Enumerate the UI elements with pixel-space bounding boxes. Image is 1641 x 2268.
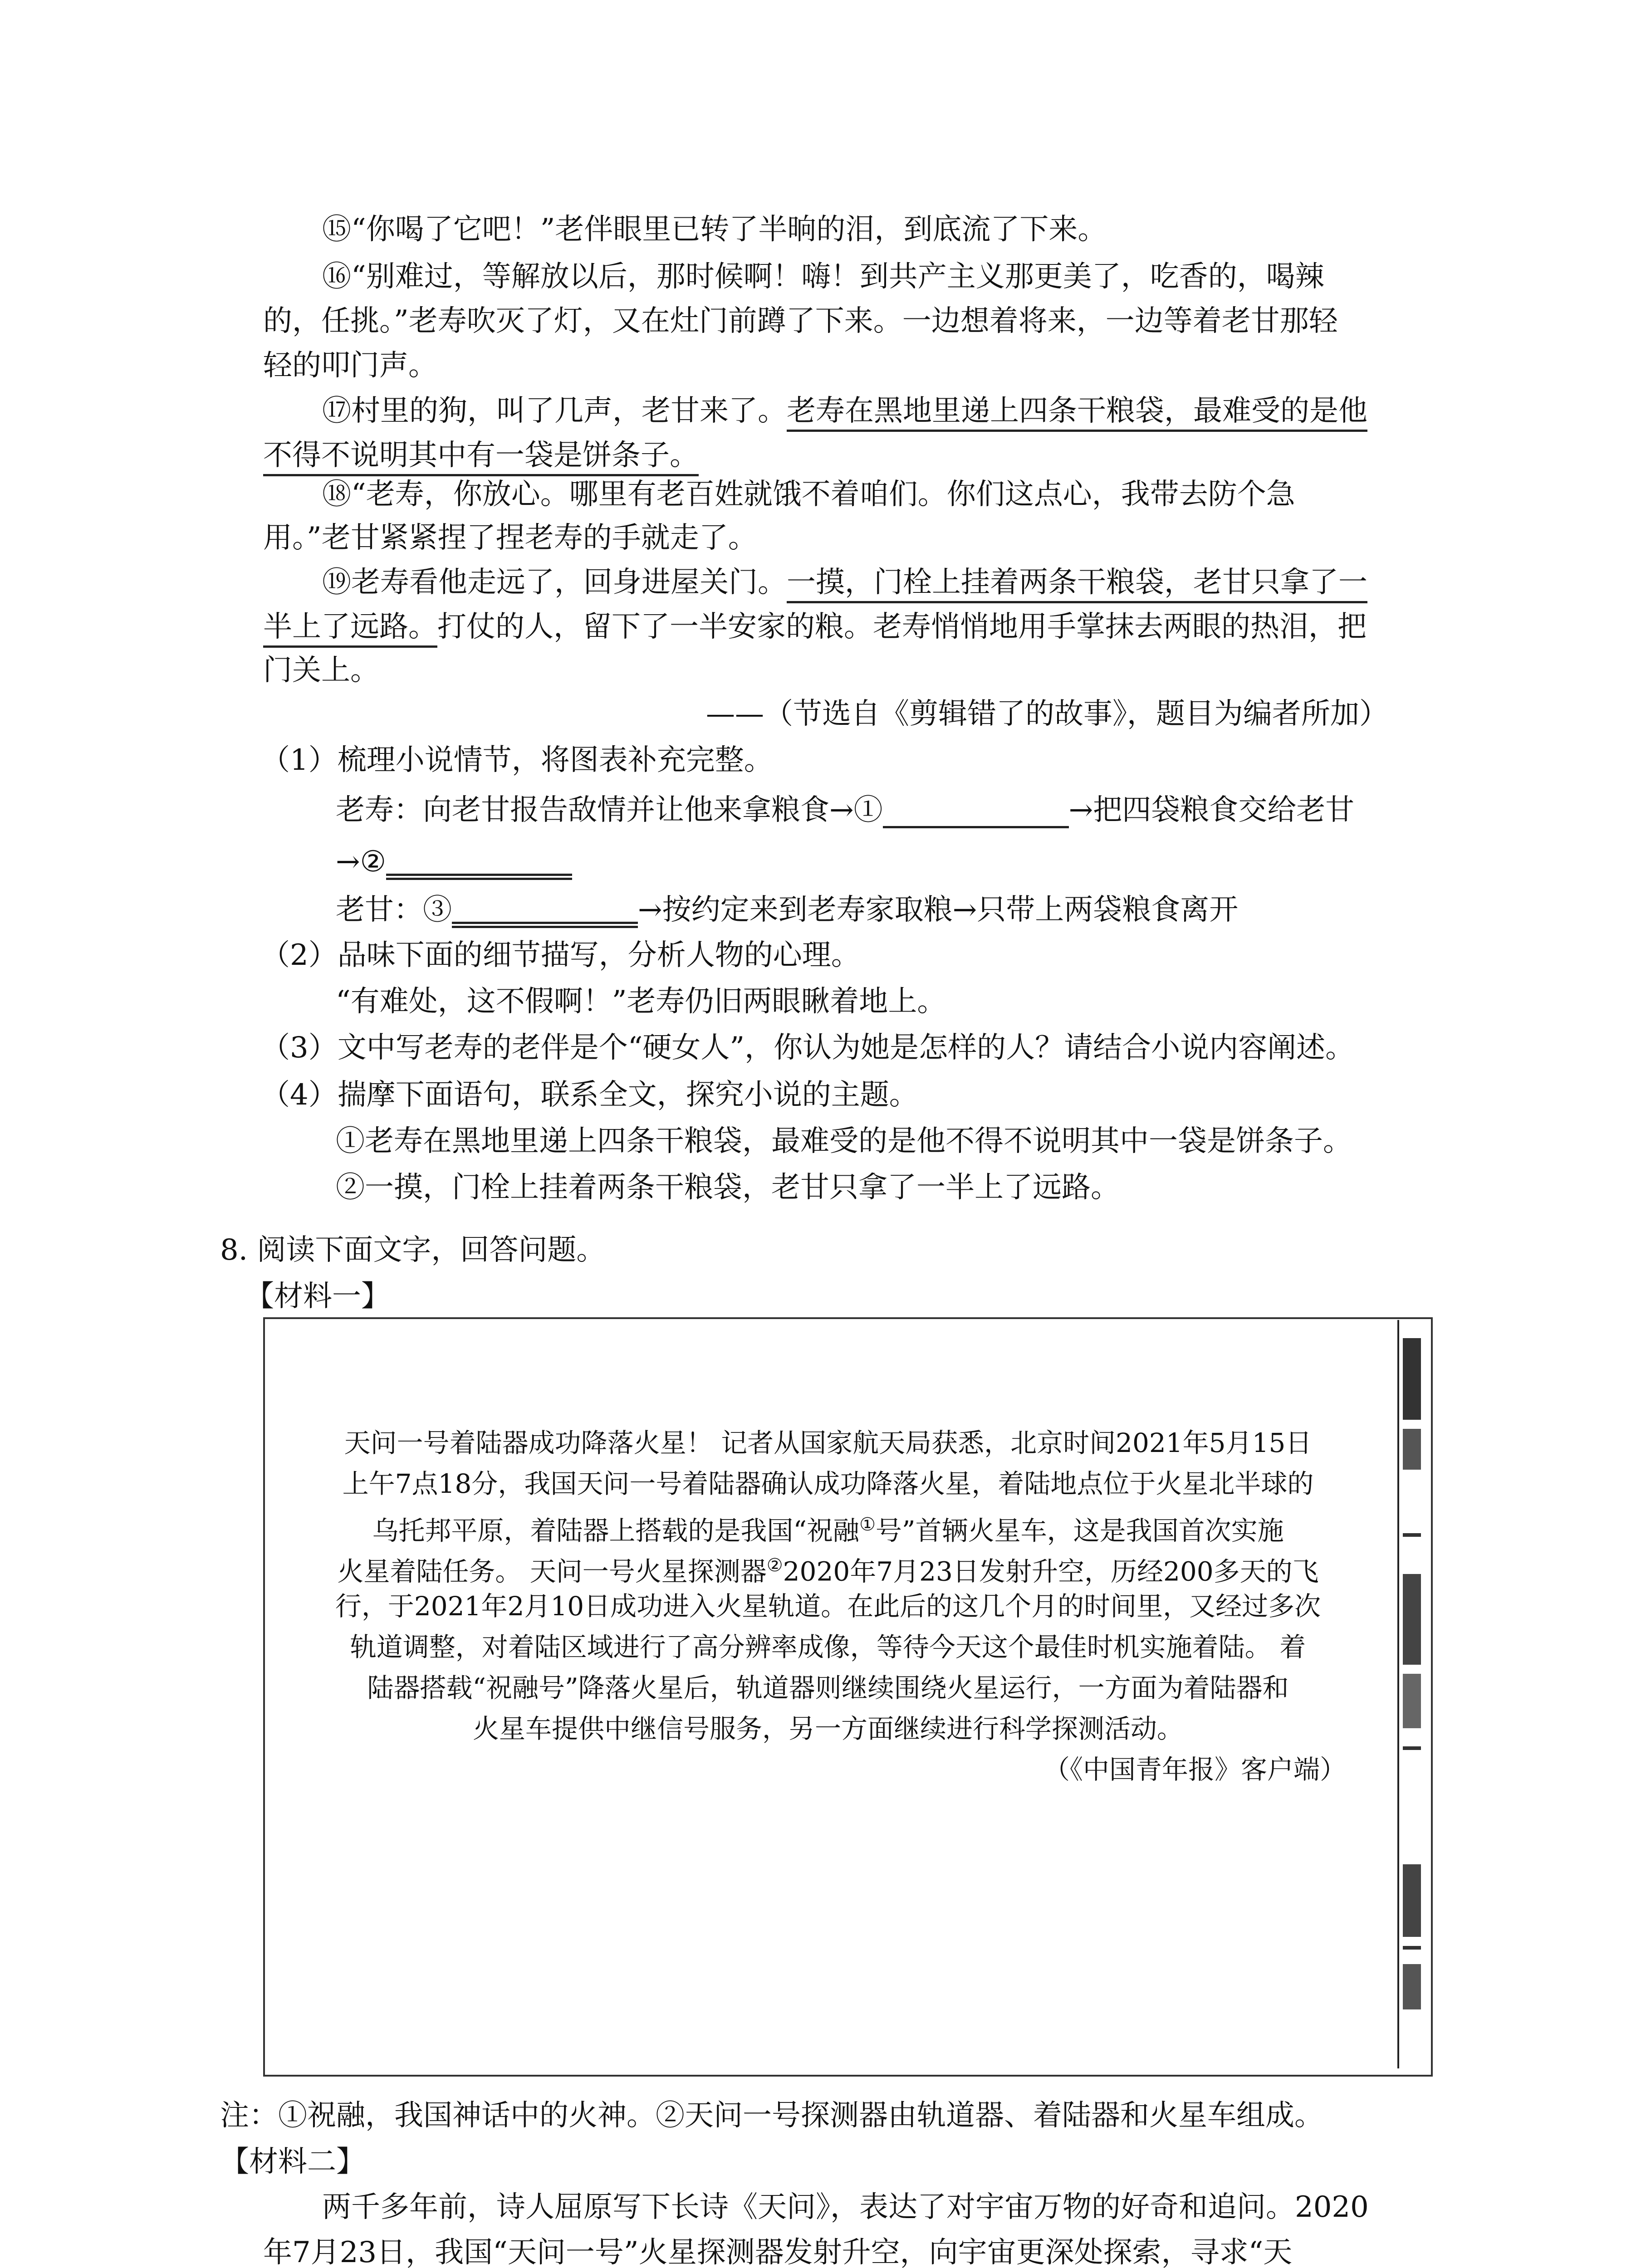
- underlined-sentence-2-part-2: 半上了远路。: [263, 610, 437, 648]
- underlined-sentence-1-part-1: 老寿在黑地里递上四条干粮袋，最难受的是他: [787, 394, 1367, 432]
- strip-rule: [1403, 1533, 1421, 1537]
- strip-block: [1403, 1674, 1421, 1728]
- box-line-7: 陆器搭载“祝融号”降落火星后，轨道器则继续围绕火星运行，一方面为着陆器和: [367, 1672, 1289, 1703]
- question-4: （4）揣摩下面语句，联系全文，探究小说的主题。: [261, 1078, 918, 1112]
- question-1-flow-line-3: [336, 890, 1238, 928]
- paragraph-16-line-3: 轻的叩门声。: [263, 349, 437, 382]
- paragraph-19-tail: 打仗的人，留下了一半安家的粮。老寿悄悄地用手掌抹去两眼的热泪，把: [437, 610, 1367, 644]
- question-1-flow-line-1: [336, 792, 1354, 828]
- box-line-5: 行，于2021年2月10日成功进入火星轨道。在此后的这几个月的时间里，又经过多次: [335, 1591, 1321, 1622]
- box-line-3: [272, 1505, 1384, 1550]
- box-line-8: 火星车提供中继信号服务，另一方面继续进行科学探测活动。: [472, 1713, 1183, 1744]
- flow-laogan-start: 老甘：③: [336, 893, 452, 927]
- strip-block: [1403, 1574, 1421, 1665]
- paragraph-16-line-1: ⑯“别难过，等解放以后，那时候啊！嗨！到共产主义那更美了，吃香的，喝辣: [322, 260, 1324, 293]
- paragraph-18-line-1: ⑱“老寿，你放心。哪里有老百姓就饿不着咱们。你们这点心，我带去防个急: [322, 478, 1295, 511]
- box-line-4-lead: 火星着陆任务。 天问一号火星探测器: [337, 1556, 767, 1587]
- question-1: （1）梳理小说情节，将图表补充完整。: [261, 743, 773, 777]
- paragraph-19-line-3: 门关上。: [263, 654, 379, 687]
- passage-source: ——（节选自《剪辑错了的故事》，题目为编者所加）: [706, 697, 1388, 731]
- question-8-title: 8. 阅读下面文字，回答问题。: [220, 1233, 606, 1267]
- question-4-sentence-2: ②一摸，门栓上挂着两条干粮袋，老甘只拿了一半上了远路。: [336, 1171, 1120, 1204]
- paragraph-17-line-1: [322, 393, 1367, 429]
- material-2-line-1: 两千多年前，诗人屈原写下长诗《天问》，表达了对宇宙万物的好奇和追问。2020: [322, 2190, 1369, 2224]
- paragraph-18-line-2: 用。”老甘紧紧捏了捏老寿的手就走了。: [263, 521, 757, 555]
- paragraph-17-lead: ⑰村里的狗，叫了几声，老甘来了。: [322, 394, 787, 428]
- strip-block: [1403, 1864, 1421, 1937]
- flow-arrow-2: →②: [336, 845, 386, 879]
- material-1-note: 注：①祝融，我国神话中的火神。②天问一号探测器由轨道器、着陆器和火星车组成。: [220, 2099, 1323, 2132]
- material-2-label: 【材料二】: [220, 2145, 365, 2179]
- strip-block: [1403, 1338, 1421, 1420]
- box-line-6: 轨道调整，对着陆区域进行了高分辨率成像，等待今天这个最佳时机实施着陆。 着: [350, 1632, 1306, 1662]
- flow-laoshou-start: 老寿：向老甘报告敌情并让他来拿粮食→①: [336, 793, 883, 827]
- blank-2[interactable]: [386, 842, 572, 880]
- box-line-2: 上午7点18分，我国天问一号着陆器确认成功降落火星，着陆地点位于火星北半球的: [342, 1468, 1314, 1499]
- blank-1[interactable]: [883, 794, 1069, 828]
- box-source: （《中国青年报》客户端）: [1043, 1754, 1347, 1785]
- underlined-sentence-2-part-1: 一摸，门栓上挂着两条干粮袋，老甘只拿了一: [787, 566, 1367, 603]
- paragraph-15: ⑮“你喝了它吧！”老伴眼里已转了半晌的泪，到底流了下来。: [322, 213, 1107, 246]
- question-4-sentence-1: ①老寿在黑地里递上四条干粮袋，最难受的是他不得不说明其中一袋是饼条子。: [336, 1124, 1352, 1158]
- box-line-3-lead: 乌托邦平原，着陆器上搭载的是我国“祝融: [372, 1515, 860, 1546]
- underlined-sentence-1-part-2: 不得不说明其中有一袋是饼条子。: [263, 439, 699, 476]
- strip-block: [1403, 1964, 1421, 2009]
- flow-laoshou-end: →把四袋粮食交给老甘: [1068, 793, 1355, 827]
- paragraph-19-line-2: [263, 609, 1367, 645]
- newspaper-strip-image: [1397, 1320, 1429, 2068]
- box-line-4-tail: 2020年7月23日发射升空，历经200多天的飞: [783, 1556, 1319, 1587]
- question-1-flow-line-2: [336, 842, 572, 880]
- question-2: （2）品味下面的细节描写，分析人物的心理。: [261, 938, 860, 972]
- strip-rule: [1403, 1946, 1421, 1950]
- paragraph-19-line-1: [322, 564, 1367, 601]
- blank-3[interactable]: [452, 890, 638, 928]
- box-line-3-tail: 号”首辆火星车，这是我国首次实施: [875, 1515, 1284, 1546]
- material-2-line-2: 年7月23日，我国“天问一号”火星探测器发射升空，向宇宙更深处探索，寻求“天: [263, 2236, 1293, 2268]
- paragraph-17-line-2: [263, 437, 699, 474]
- strip-block: [1403, 1429, 1421, 1470]
- question-3: （3）文中写老寿的老伴是个“硬女人”，你认为她是怎样的人？请结合小说内容阐述。: [261, 1031, 1355, 1065]
- flow-laogan-end: →按约定来到老寿家取粮→只带上两袋粮食离开: [638, 893, 1239, 927]
- paragraph-19-lead: ⑲老寿看他走远了，回身进屋关门。: [322, 566, 787, 599]
- box-line-4: [272, 1546, 1384, 1591]
- strip-rule: [1403, 1746, 1421, 1750]
- material-1-label: 【材料一】: [245, 1280, 390, 1313]
- note-marker-2: ②: [766, 1555, 783, 1576]
- note-marker-1: ①: [859, 1514, 876, 1535]
- question-2-quote: “有难处，这不假啊！”老寿仍旧两眼瞅着地上。: [336, 985, 946, 1018]
- box-line-1: 天问一号着陆器成功降落火星！ 记者从国家航天局获悉，北京时间2021年5月15日: [344, 1427, 1312, 1458]
- paragraph-16-line-2: 的，任挑。”老寿吹灭了灯，又在灶门前蹲了下来。一边想着将来，一边等着老甘那轻: [263, 304, 1338, 338]
